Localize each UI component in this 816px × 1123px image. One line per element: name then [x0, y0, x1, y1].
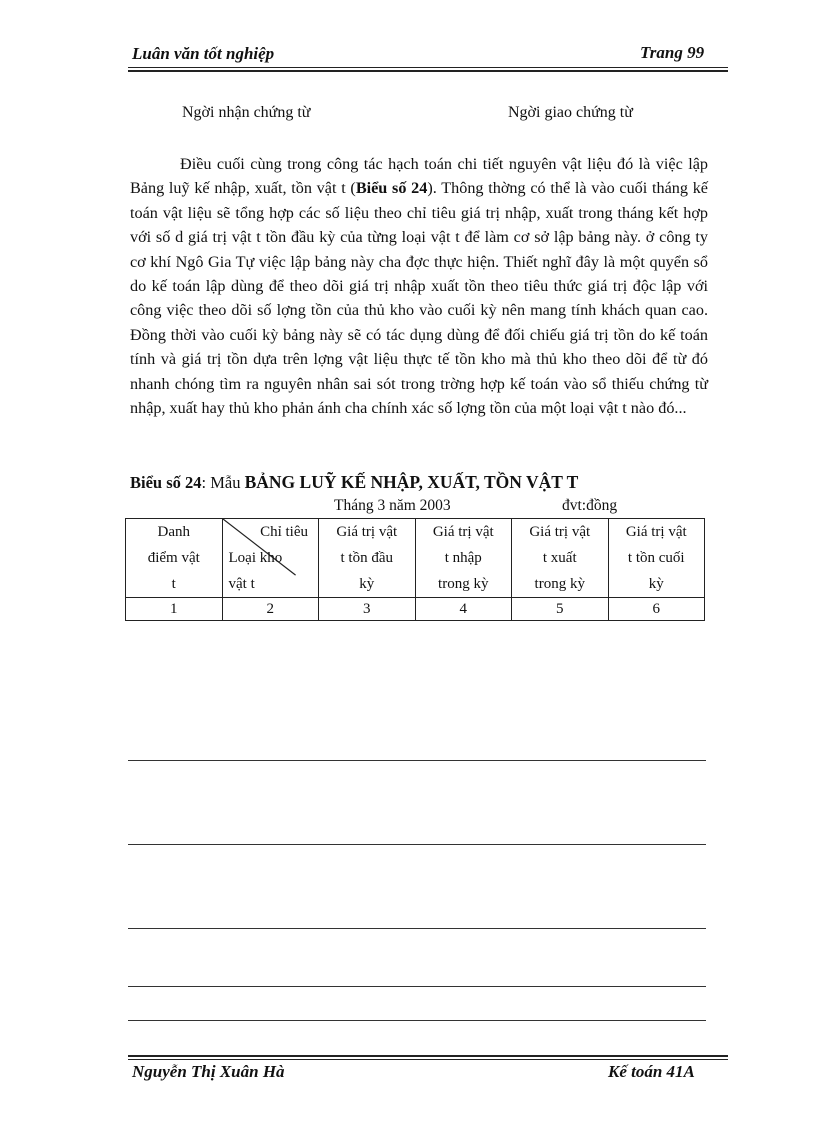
summary-table — [125, 518, 705, 621]
blank-line — [128, 986, 706, 987]
form-mau: : Mẫu — [201, 473, 245, 492]
blank-line — [128, 928, 706, 929]
blank-line — [128, 1020, 706, 1021]
paragraph-bold-reference: Biểu số 24 — [355, 179, 428, 198]
blank-line — [128, 844, 706, 845]
chi-tieu-label: Chỉ tiêu — [260, 524, 308, 540]
header-cell-nhap-trong-ky: Giá trị vật t nhập trong kỳ — [415, 519, 512, 598]
table-cell: 2 — [222, 598, 319, 621]
footer-class: Kế toán 41A — [608, 1062, 695, 1081]
header-cell-xuat-trong-ky: Giá trị vật t xuất trong kỳ — [512, 519, 609, 598]
body-paragraph — [130, 152, 708, 420]
form-heading — [130, 472, 578, 493]
table-header-row — [126, 519, 705, 598]
table-cell: 5 — [512, 598, 609, 621]
table-cell: 4 — [415, 598, 512, 621]
table-cell: 3 — [319, 598, 416, 621]
form-label: Biểu số 24 — [130, 473, 202, 492]
form-month: Tháng 3 năm 2003 — [334, 497, 451, 514]
header-page-number: Trang 99 — [640, 43, 705, 62]
loai-kho-label: Loại kho vật t — [228, 550, 283, 592]
form-title: BẢNG LUỸ KẾ NHẬP, XUẤT, TỒN VẬT T — [244, 472, 579, 492]
blank-line — [128, 760, 706, 761]
form-unit: đvt:đồng — [562, 497, 618, 514]
header-cell-chi-tieu — [222, 519, 319, 598]
header-cell-ton-dau-ky: Giá trị vật t tồn đầu kỳ — [319, 519, 416, 598]
header-rule-top — [128, 67, 728, 68]
table-cell: 1 — [126, 598, 223, 621]
paragraph-part-1: Điều cuối cùng trong công tác hạch toán chi tiết nguyên vật liệu đó là việc lập Bảng luỹ kế nhập, xuất, tồn vật t ( — [130, 155, 708, 198]
table-number-row — [126, 598, 705, 621]
paragraph-part-2: ). Thông thờng có thể là vào cuối tháng kế toán vật liệu sẽ tổng hợp các số liệu theo chỉ tiêu giá trị nhập, xuất trong tháng kết hợp với số d giá trị vật t tồn đầu kỳ của từng loại vật t để làm cơ sở lập bảng này. ở công ty cơ khí Ngô Gia Tự việc lập bảng này cha đợc thực hiện. Thiết nghĩ đây là một quyển sổ do kế toán lập dùng để theo dõi giá trị nhập xuất tồn theo tiêu thức giá trị độc lập với công việc theo dõi số lợng tồn của thủ kho vào cuối kỳ nên mang tính khách quan cao. Đồng thời vào cuối kỳ bảng này sẽ có tác dụng dùng để đối chiếu giá trị tồn do kế toán tính và giá trị tồn dựa trên lợng vật liệu thực tế tồn kho mà thủ kho theo dõi để từ đó nhanh chóng tìm ra nguyên nhân sai sót trong trờng hợp kế toán vào sổ thiếu chứng từ nhập, xuất hay thủ kho phản ánh cha chính xác số lợng tồn của một loại vật t nào đó... — [130, 179, 708, 418]
footer-author: Nguyễn Thị Xuân Hà — [132, 1062, 285, 1081]
footer-rule-top — [128, 1055, 728, 1057]
header-left-title: Luân văn tốt nghiệp — [132, 44, 275, 63]
receiver-signature-label: Ngời nhận chứng từ — [182, 104, 311, 121]
table-cell: 6 — [608, 598, 705, 621]
header-cell-danh-diem: Danh điểm vật t — [126, 519, 223, 598]
giver-signature-label: Ngời giao chứng từ — [508, 104, 633, 121]
header-rule-bottom — [128, 70, 728, 72]
header-cell-ton-cuoi-ky: Giá trị vật t tồn cuối kỳ — [608, 519, 705, 598]
footer-rule-bottom — [128, 1059, 728, 1060]
